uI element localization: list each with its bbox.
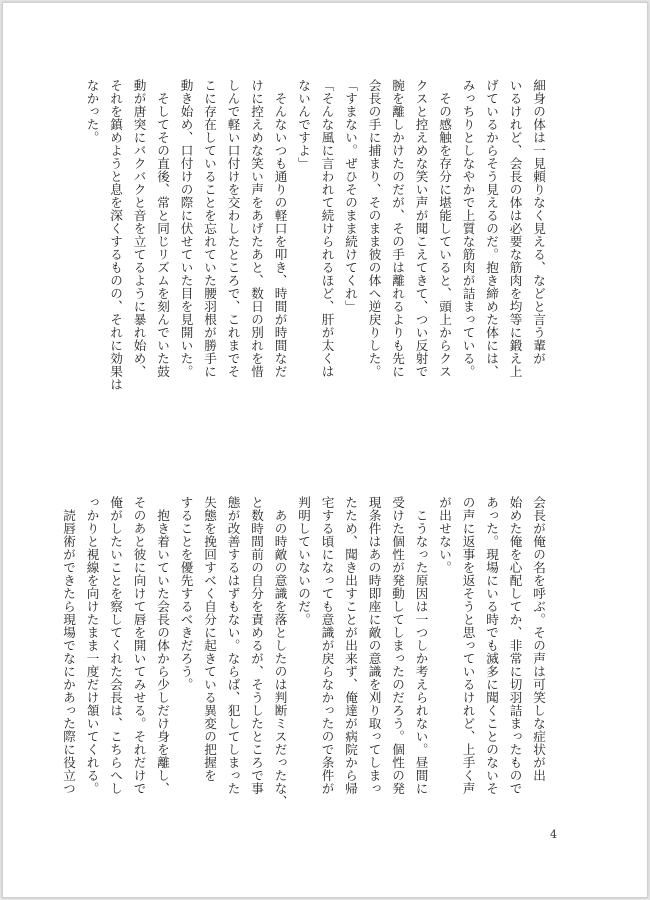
text-line: 「そんな風に言われて続けられるほど、肝が太くは <box>319 79 335 378</box>
text-line: そんないつも通りの軽口を叩き、時間が時間なだ <box>272 79 288 378</box>
text-line: たため、聞き出すことが出来ず、俺達が病院から帰 <box>343 496 358 795</box>
text-line: 現条件はあの時即座に敵の意識を刈り取ってしまっ <box>366 496 382 795</box>
text-line: ないんですよ」 <box>296 79 311 170</box>
text-line: あった。現場にいる時でも滅多に聞くことのないそ <box>484 496 499 795</box>
text-line: なかった。 <box>84 79 100 144</box>
text-line: こに存在していることを忘れていた腰羽根が勝手に <box>202 79 217 378</box>
text-line: 動が唐突にバクバクと音を立てるように暴れ始め、 <box>131 79 147 378</box>
page-number: 4 <box>550 828 557 841</box>
text-line: しんで軽い口付けを交わしたところで、これまでそ <box>225 79 241 378</box>
text-line: 動き始め、口付けの際に伏せていた目を見開いた。 <box>178 79 194 378</box>
text-line: いるけれど、会長の体は必要な筋肉を均等に鍛え上 <box>507 79 523 378</box>
text-line: それを鎮めようと息を深くするものの、それに効果は <box>108 79 123 391</box>
text-block-top <box>80 79 550 409</box>
text-line: 態が改善するはずもない。ならば、犯してしまった <box>225 496 241 795</box>
text-line: っかりと視線を向けたまま一度だけ頷いてくれる。 <box>84 496 100 795</box>
text-line: 会長が俺の名を呼ぶ。その声は可笑しな症状が出 <box>531 496 546 782</box>
text-line: けに控えめな笑い声をあげたあと、数日の別れを惜 <box>249 79 264 378</box>
text-line: 「すまない。ぜひそのまま続けてくれ」 <box>343 79 358 313</box>
text-line: の声に返事を返そうと思っているけれど、上手く声 <box>460 496 476 795</box>
text-line: みっちりとしなやかで上質な筋肉が詰まっている。 <box>460 79 476 378</box>
text-block-bottom <box>57 496 551 826</box>
text-line: 判明していないのだ。 <box>296 496 311 626</box>
text-line: することを優先するべきだろう。 <box>178 496 194 691</box>
text-line: 腕を離しかけたのだが、その手は離れるよりも先に <box>390 79 405 378</box>
text-line: 俺がしたいことを察してくれた会長は、こちらへし <box>108 496 123 795</box>
text-line: こうなった原因は一つしか考えられない。昼間に <box>413 496 429 795</box>
text-line: が出せない。 <box>437 496 452 574</box>
text-line: と数時間前の自分を責めるが、そうしたところで事 <box>249 496 264 795</box>
text-line: 細身の体は一見頼りなく見える、などと言う輩が <box>531 79 546 365</box>
text-line: 失態を挽回すべく自分に起きている異変の把握を <box>202 496 217 782</box>
text-line: その感触を存分に堪能していると、頭上からクス <box>437 79 452 378</box>
text-line: 宅する頃になっても意識が戻らなかったので条件が <box>319 496 335 795</box>
text-line: 抱き着いていた会長の体から少しだけ身を離し、 <box>155 496 170 795</box>
document-page <box>2 2 648 898</box>
text-line: 会長の手に捕まり、そのまま彼の体へ逆戻りした。 <box>366 79 382 378</box>
text-line: クスと控えめな笑い声が聞こえてきて、つい反射で <box>413 79 429 378</box>
text-line: 受けた個性が発動してしまったのだろう。個性の発 <box>390 496 405 795</box>
text-line: げているからそう見えるのだ。抱き締めた体には、 <box>484 79 499 378</box>
text-line: あの時敵の意識を落としたのは判断ミスだったな、 <box>272 496 288 808</box>
text-line: 始めた俺を心配してか、非常に切羽詰まったもので <box>507 496 523 795</box>
text-line: 読唇術ができたら現場でなにかあった際に役立つ <box>61 496 76 795</box>
text-line: そしてその直後、常と同じリズムを刻んでいた鼓 <box>155 79 170 378</box>
text-line: そのあと彼に向けて唇を開いてみせる。それだけで <box>131 496 147 795</box>
